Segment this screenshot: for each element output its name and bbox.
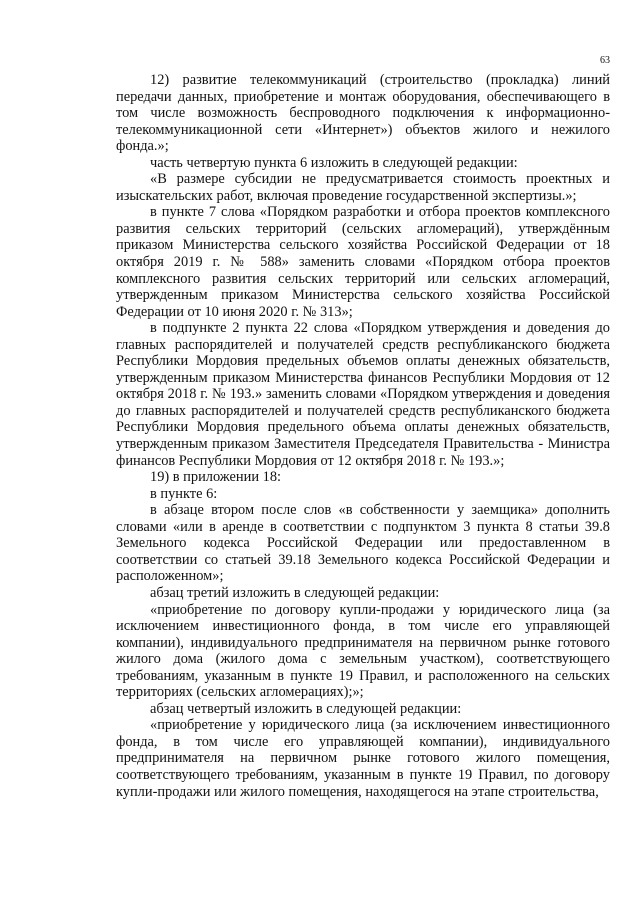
paragraph-third-abzac-heading: абзац третий изложить в следующей редакции: [150,584,440,601]
paragraph-third-abzac-text: «приобретение по договору купли-продажи у юридического лица (за исключением инвестиционного фонда, в том числе его управляющей компании), индивидуального предпринимателя на первичном рынке готового жилого дома (жилого дома с земельным участком), соответствующего требованиям, указанным в пункте 19 Правил, и расположенного на сельских территориях (сельских агломерациях);»; [116,601,610,701]
paragraph-appendix-18: 19) в приложении 18: [150,469,282,486]
paragraph-subsidy-text: «В размере субсидии не предусматривается стоимость проектных и изыскательских работ, включая проведение государственной экспертизы.»; [116,171,610,204]
paragraph-point-6: в пункте 6: [150,485,218,502]
paragraph-amend-point-6: часть четвертую пункта 6 изложить в следующей редакции: [150,154,518,171]
paragraph-second-abzac: в абзаце втором после слов «в собственности у заемщика» дополнить словами «или в аренде в соответствии с подпунктом 3 пункта 8 статьи 39.8 Земельного кодекса Российской Федерации или предоставленном в соответствии со статьей 39.18 Земельного кодекса Российской Федерации и расположенном»; [116,502,610,585]
paragraph-item-12: 12) развитие телекоммуникаций (строительство (прокладка) линий передачи данных, приобретение и монтаж оборудования, обеспечивающего в том числе возможность беспроводного подключения к информационно-телекоммуникационной сети «Интернет») объектов жилого и нежилого фонда.»; [116,72,610,155]
page-number: 63 [600,55,610,66]
paragraph-fourth-abzac-heading: абзац четвертый изложить в следующей редакции: [150,700,462,717]
paragraph-fourth-abzac-text: «приобретение у юридического лица (за исключением инвестиционного фонда, в том числе его управляющей компании), индивидуального предпринимателя на первичном рынке готового жилого помещения, соответствующего требованиям, указанным в пункте 19 Правил, по договору купли-продажи или жилого помещения, находящегося на этапе строительства, [116,717,610,800]
paragraph-point-22: в подпункте 2 пункта 22 слова «Порядком утверждения и доведения до главных распорядителей и получателей средств республиканского бюджета Республики Мордовия предельных объемов оплаты денежных обязательств, утвержденным приказом Министерства финансов Республики Мордовия от 12 октября 2018 г. № 193.» заменить словами «Порядком утверждения и доведения до главных распорядителей и получателей средств республиканского бюджета Республики Мордовия предельного объема оплаты денежных обязательств, утвержденным приказом Заместителя Председателя Правительства - Министра финансов Республики Мордовия от 12 октября 2018 г. № 193.»; [116,320,610,469]
paragraph-point-7: в пункте 7 слова «Порядком разработки и отбора проектов комплексного развития сельских территорий (сельских агломераций), утверждённым приказом Министерства сельского хозяйства Российской Федерации от 18 октября 2019 г. № 588» заменить словами «Порядком отбора проектов комплексного развития сельских территорий или сельских агломераций, утвержденным приказом Министерства сельского хозяйства Российской Федерации от 10 июня 2020 г. № 313»; [116,204,610,320]
document-body [116,72,610,800]
